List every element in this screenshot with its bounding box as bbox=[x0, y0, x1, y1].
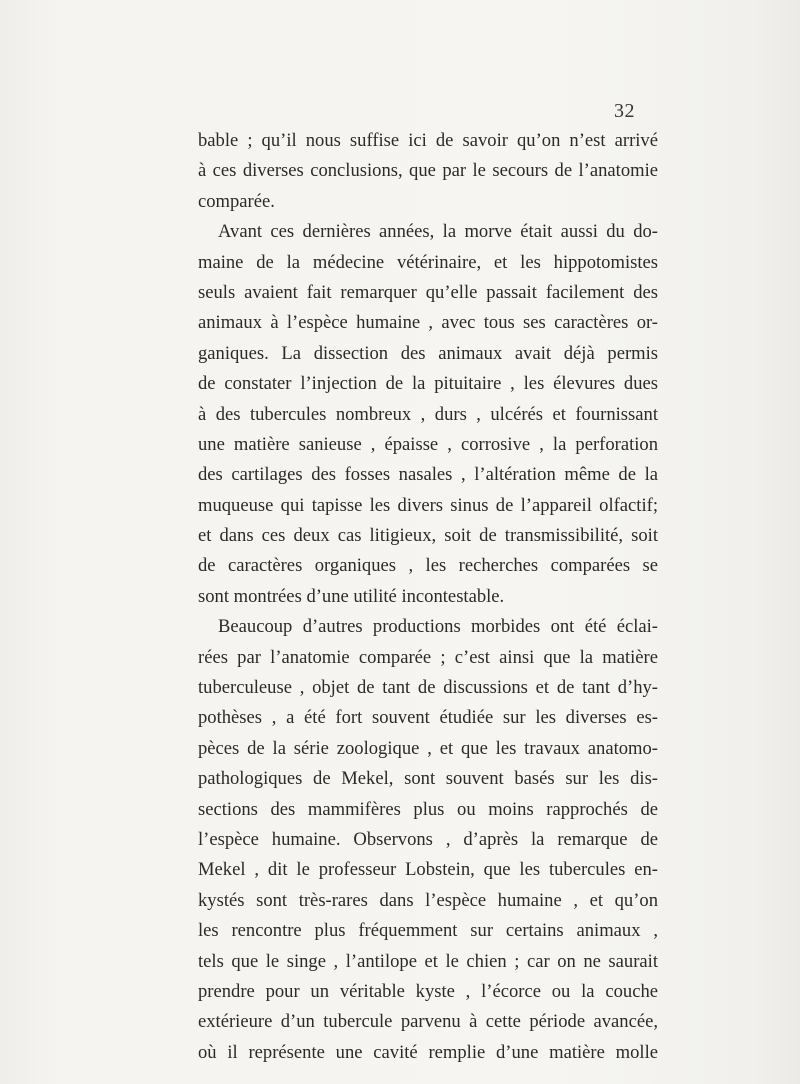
text-line: de constater l’injection de la pituitaire , les élevures dues bbox=[198, 373, 658, 395]
page-number: 32 bbox=[614, 100, 635, 122]
text-line: où il représente une cavité remplie d’une matière molle bbox=[198, 1041, 658, 1063]
text-line: et dans ces deux cas litigieux, soit de transmissibilité, soit bbox=[198, 525, 658, 547]
text-line: maine de la médecine vétérinaire, et les hippotomistes bbox=[198, 251, 658, 273]
text-line: tuberculeuse , objet de tant de discussions et de tant d’hy- bbox=[198, 677, 658, 699]
text-line: tels que le singe , l’antilope et le chien ; car on ne saurait bbox=[198, 950, 658, 972]
text-line: muqueuse qui tapisse les divers sinus de l’appareil olfactif; bbox=[198, 494, 658, 516]
text-line: extérieure d’un tubercule parvenu à cette période avancée, bbox=[198, 1011, 658, 1033]
text-line: animaux à l’espèce humaine , avec tous ses caractères or- bbox=[198, 312, 658, 334]
text-line: pathologiques de Mekel, sont souvent basés sur les dis- bbox=[198, 768, 658, 790]
text-line: des cartilages des fosses nasales , l’altération même de la bbox=[198, 464, 658, 486]
text-line: pèces de la série zoologique , et que les travaux anatomo- bbox=[198, 737, 658, 759]
text-line: une matière sanieuse , épaisse , corrosive , la perforation bbox=[198, 433, 658, 455]
text-line: à des tubercules nombreux , durs , ulcérés et fournissant bbox=[198, 403, 658, 425]
text-line: les rencontre plus fréquemment sur certains animaux , bbox=[198, 920, 658, 942]
text-line: ganiques. La dissection des animaux avait déjà permis bbox=[198, 342, 658, 364]
text-line: kystés sont très-rares dans l’espèce humaine , et qu’on bbox=[198, 889, 658, 911]
text-line: bable ; qu’il nous suffise ici de savoir qu’on n’est arrivé bbox=[198, 130, 658, 151]
text-line: comparée. bbox=[198, 190, 275, 212]
text-line: prendre pour un véritable kyste , l’écorce ou la couche bbox=[198, 980, 658, 1002]
text-line: de caractères organiques , les recherches comparées se bbox=[198, 555, 658, 577]
text-line: à ces diverses conclusions, que par le secours de l’anatomie bbox=[198, 160, 658, 182]
text-line: pothèses , a été fort souvent étudiée sur les diverses es- bbox=[198, 707, 658, 729]
text-line: seuls avaient fait remarquer qu’elle passait facilement des bbox=[198, 281, 658, 303]
text-line: l’espèce humaine. Observons , d’après la remarque de bbox=[198, 828, 658, 850]
text-line: Avant ces dernières années, la morve était aussi du do- bbox=[218, 221, 658, 243]
text-line: sections des mammifères plus ou moins rapprochés de bbox=[198, 798, 658, 820]
text-line: rées par l’anatomie comparée ; c’est ainsi que la matière bbox=[198, 646, 658, 668]
body-text bbox=[198, 126, 658, 1068]
text-line: sont montrées d’une utilité incontestable. bbox=[198, 585, 505, 607]
text-line: Mekel , dit le professeur Lobstein, que les tubercules en- bbox=[198, 859, 658, 881]
text-line: Beaucoup d’autres productions morbides ont été éclai- bbox=[218, 616, 658, 638]
